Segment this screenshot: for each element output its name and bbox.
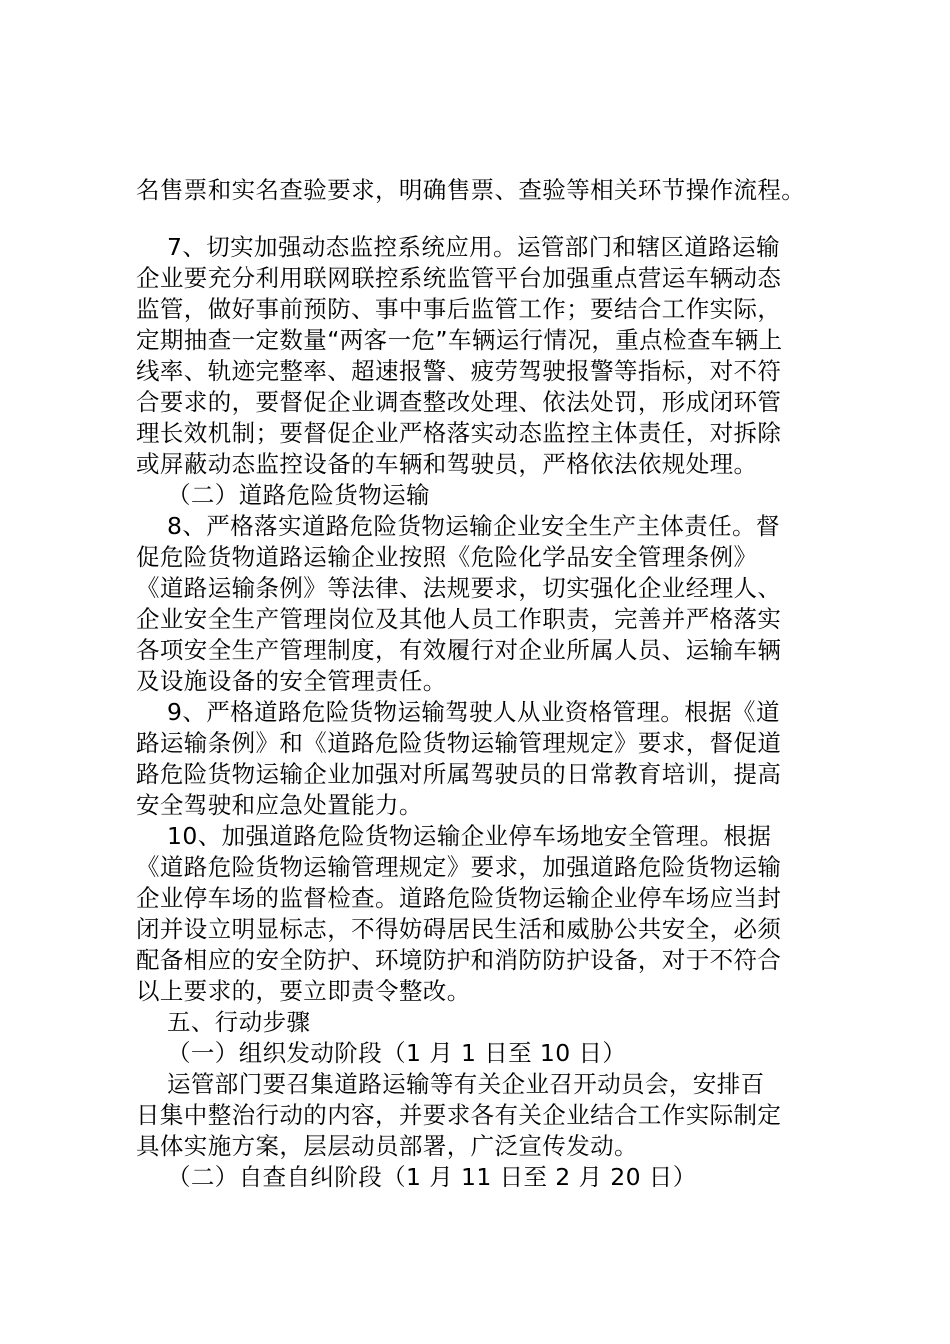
text-line: 企业要充分利用联网联控系统监管平台加强重点营运车辆动态: [136, 264, 782, 292]
text-line: 10、加强道路危险货物运输企业停车场地安全管理。根据: [167, 822, 772, 850]
text-line: 《道路运输条例》等法律、法规要求，切实强化企业经理人、: [136, 574, 782, 602]
text-line: 或屏蔽动态监控设备的车辆和驾驶员，严格依法依规处理。: [136, 450, 758, 478]
text-line: 9、严格道路危险货物运输驾驶人从业资格管理。根据《道: [167, 698, 780, 726]
text-line: 配备相应的安全防护、环境防护和消防防护设备，对于不符合: [136, 946, 782, 974]
text-line: 8、严格落实道路危险货物运输企业安全生产主体责任。督: [167, 512, 780, 540]
text-line: 路危险货物运输企业加强对所属驾驶员的日常教育培训，提高: [136, 760, 782, 788]
section-heading: （一）组织发动阶段（1 月 1 日至 10 日）: [167, 1039, 627, 1067]
text-line: 及设施设备的安全管理责任。: [136, 667, 447, 695]
text-line: 安全驾驶和应急处置能力。: [136, 791, 423, 819]
text-line: 7、切实加强动态监控系统应用。运管部门和辖区道路运输: [167, 233, 780, 261]
text-line: 具体实施方案，层层动员部署，广泛宣传发动。: [136, 1132, 638, 1160]
section-heading: （二）道路危险货物运输: [167, 481, 430, 509]
text-line: 理长效机制；要督促企业严格落实动态监控主体责任，对拆除: [136, 419, 782, 447]
text-line: 企业安全生产管理岗位及其他人员工作职责，完善并严格落实: [136, 605, 782, 633]
text-line: 合要求的，要督促企业调查整改处理、依法处罚，形成闭环管: [136, 388, 782, 416]
text-line: 企业停车场的监督检查。道路危险货物运输企业停车场应当封: [136, 884, 782, 912]
text-line: 名售票和实名查验要求，明确售票、查验等相关环节操作流程。: [136, 176, 806, 204]
text-line: 日集中整治行动的内容，并要求各有关企业结合工作实际制定: [136, 1101, 782, 1129]
text-line: 监管，做好事前预防、事中事后监管工作；要结合工作实际，: [136, 295, 782, 323]
section-heading: （二）自查自纠阶段（1 月 11 日至 2 月 20 日）: [167, 1163, 697, 1191]
text-line: 运管部门要召集道路运输等有关企业召开动员会，安排百: [167, 1070, 765, 1098]
text-line: 闭并设立明显标志，不得妨碍居民生活和威胁公共安全，必须: [136, 915, 782, 943]
section-heading: 五、行动步骤: [167, 1008, 311, 1036]
text-line: 定期抽查一定数量“两客一危”车辆运行情况，重点检查车辆上: [136, 326, 783, 354]
text-line: 《道路危险货物运输管理规定》要求，加强道路危险货物运输: [136, 853, 782, 881]
text-line: 路运输条例》和《道路危险货物运输管理规定》要求，督促道: [136, 729, 782, 757]
text-line: 线率、轨迹完整率、超速报警、疲劳驾驶报警等指标，对不符: [136, 357, 782, 385]
text-line: 促危险货物道路运输企业按照《危险化学品安全管理条例》: [136, 543, 758, 571]
text-line: 以上要求的，要立即责令整改。: [136, 977, 471, 1005]
text-line: 各项安全生产管理制度，有效履行对企业所属人员、运输车辆: [136, 636, 782, 664]
